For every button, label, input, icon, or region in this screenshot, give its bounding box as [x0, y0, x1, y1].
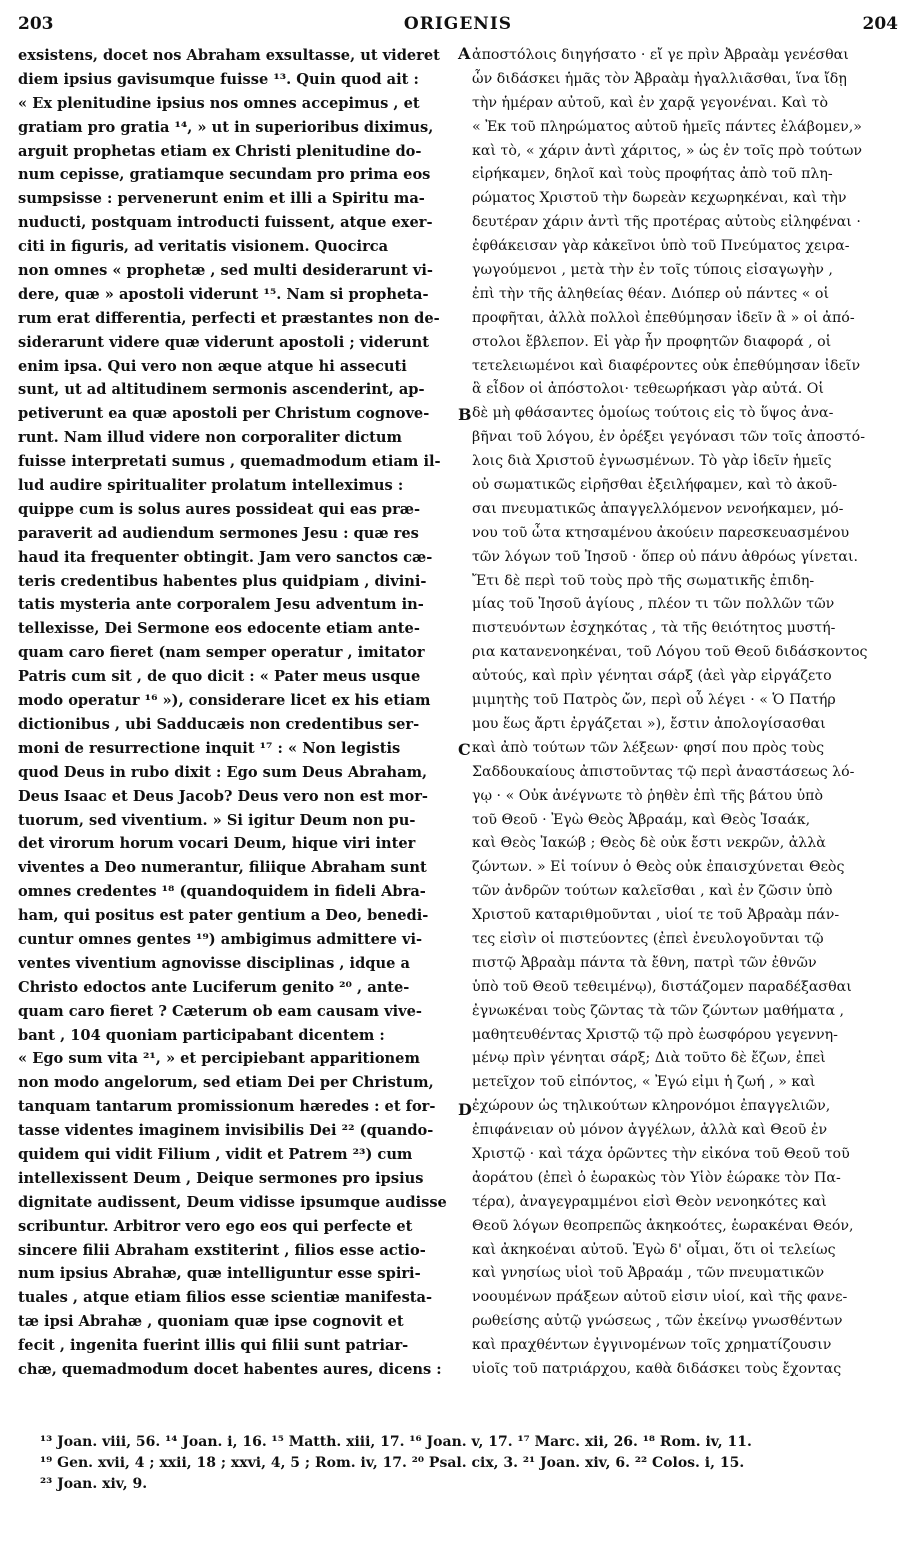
greek-text-line: ἐγνωκέναι τοὺς ζῶντας τὰ τῶν ζώντων μαθήματα ,: [472, 1002, 845, 1019]
latin-text-line: dere, quæ » apostoli viderunt ¹⁵. Nam si propheta-: [18, 285, 429, 303]
latin-text-line: siderarunt videre quæ viderunt apostoli ; viderunt: [18, 333, 429, 351]
greek-text-line: γῳ · « Οὐκ ἀνέγνωτε τὸ ῥηθὲν ἐπὶ τῆς βάτου ὑπὸ: [472, 787, 823, 804]
greek-text-line: ἐφθάκεισαν γὰρ κἀκεῖνοι ὑπὸ τοῦ Πνεύματος χειρα-: [472, 238, 850, 255]
greek-text-line: πιστῷ Ἀβραὰμ πάντα τὰ ἔθνη, πατρὶ τῶν ἐθνῶν: [472, 954, 817, 971]
footnote-line: ¹⁹ Gen. xvii, 4 ; xxii, 18 ; xxvi, 4, 5 ; Rom. iv, 17. ²⁰ Psal. cix, 3. ²¹ Joan. xiv, 6. ²² Colos. i, 15.: [40, 1455, 745, 1471]
greek-text-line: μιμητὴς τοῦ Πατρὸς ὤν, περὶ οὗ λέγει · « Ὁ Πατήρ: [472, 692, 836, 709]
greek-text-line: καὶ γνησίως υἱοὶ τοῦ Ἀβραάμ , τῶν πνευματικῶν: [472, 1265, 825, 1282]
latin-text-line: quidem qui vidit Filium , vidit et Patrem ²³) cum: [18, 1145, 413, 1163]
latin-column: [18, 44, 458, 1426]
greek-column: [472, 44, 902, 1426]
latin-text-line: tæ ipsi Abrahæ , quoniam quæ ipse cognovit et: [18, 1313, 404, 1331]
greek-text-line: Χριστοῦ καταριθμοῦνται , υἱοί τε τοῦ Ἀβραὰμ πάν-: [472, 907, 840, 924]
greek-text-line: βῆναι τοῦ λόγου, ἐν ὀρέξει γεγόνασι τῶν τοῖς ἀποστό-: [472, 429, 866, 446]
greek-text-line: τέρα), ἀναγεγραμμένοι εἰσὶ Θεὸν νενοηκότες καὶ: [472, 1193, 827, 1210]
greek-text-line: στολοι ἔβλεπον. Εἰ γὰρ ἦν προφητῶν διαφορά , οἱ: [472, 333, 832, 350]
latin-text-line: moni de resurrectione inquit ¹⁷ : « Non legistis: [18, 739, 401, 757]
page-header: [18, 14, 898, 40]
greek-text-line: καὶ ἀκηκοέναι αὐτοῦ. Ἐγὼ δ' οἶμαι, ὅτι οἱ τελείως: [472, 1241, 836, 1258]
latin-text-line: arguit prophetas etiam ex Christi plenitudine do-: [18, 142, 422, 160]
latin-text-line: quod Deus in rubo dixit : Ego sum Deus Abraham,: [18, 763, 428, 781]
latin-text-line: rum erat differentia, perfecti et præstantes non de-: [18, 309, 440, 327]
greek-text-line: μετεῖχον τοῦ εἰπόντος, « Ἐγώ εἰμι ἡ ζωή , » καὶ: [472, 1074, 816, 1091]
greek-text-line: καὶ ἀπὸ τούτων τῶν λέξεων· φησί που πρὸς τοὺς: [472, 739, 825, 756]
margin-marker-c: C: [458, 740, 471, 759]
latin-text-line: tuales , atque etiam filios esse scientiæ manifesta-: [18, 1289, 433, 1307]
latin-text-line: lud audire spiritualiter prolatum intelleximus :: [18, 477, 404, 495]
latin-text-line: ventes viventium agnovisse disciplinas , idque a: [18, 954, 410, 972]
greek-text-line: μαθητευθέντας Χριστῷ τῷ πρὸ ἑωσφόρου γεγεννη-: [472, 1026, 838, 1043]
latin-text-line: num cepisse, gratiamque secundam pro prima eos: [18, 166, 431, 184]
greek-text-line: αὐτούς, καὶ πρὶν γένηται σάρξ (ἀεὶ γὰρ εἰργάζετο: [472, 668, 832, 685]
greek-text-line: ὑπὸ τοῦ Θεοῦ τεθειμένῳ), διστάζομεν παραδέξασθαι: [472, 978, 852, 995]
latin-text-line: viventes a Deo numerantur, filiique Abraham sunt: [18, 859, 427, 877]
latin-text-line: tatis mysteria ante corporalem Jesu adventum in-: [18, 596, 424, 614]
greek-text-line: τοῦ Θεοῦ · Ἐγὼ Θεὸς Ἀβραάμ, καὶ Θεὸς Ἰσαάκ,: [472, 811, 811, 828]
latin-text-line: gratiam pro gratia ¹⁴, » ut in superioribus diximus,: [18, 118, 434, 136]
footnote-line: ²³ Joan. xiv, 9.: [40, 1476, 148, 1492]
latin-text-line: nuducti, postquam introducti fuissent, atque exer-: [18, 214, 433, 232]
greek-text-line: καὶ Θεὸς Ἰακώβ ; Θεὸς δὲ οὐκ ἔστι νεκρῶν, ἀλλὰ: [472, 835, 826, 852]
greek-text-line: τες εἰσὶν οἱ πιστεύοντες (ἐπεὶ ἐνευλογοῦνται τῷ: [472, 930, 824, 947]
latin-text-line: citi in figuris, ad veritatis visionem. Quocirca: [18, 238, 389, 256]
latin-text-line: tuorum, sed viventium. » Si igitur Deum non pu-: [18, 811, 416, 829]
greek-text-line: λοις διὰ Χριστοῦ ἐγνωσμένων. Τὸ γὰρ ἰδεῖν ἡμεῖς: [472, 453, 832, 470]
page-number-left: 203: [18, 14, 54, 34]
latin-text-line: Patris cum sit , de quo dicit : « Pater meus usque: [18, 668, 421, 686]
greek-text-line: ρια κατανενοηκέναι, τοῦ Λόγου τοῦ Θεοῦ διδάσκοντος: [472, 644, 868, 661]
latin-text-line: runt. Nam illud videre non corporaliter dictum: [18, 429, 402, 447]
greek-text-line: μίας τοῦ Ἰησοῦ ἁγίους , πλέον τι τῶν πολλῶν τῶν: [472, 596, 835, 613]
greek-text-line: σαι πνευματικῶς ἀπαγγελλόμενον νενοήκαμεν, μό-: [472, 500, 844, 517]
greek-text-line: Χριστῷ · καὶ τάχα ὁρῶντες τὴν εἰκόνα τοῦ Θεοῦ τοῦ: [472, 1145, 850, 1162]
latin-text-line: « Ex plenitudine ipsius nos omnes accepimus , et: [18, 94, 420, 112]
latin-text-line: quippe cum is solus aures possideat qui eas præ-: [18, 500, 421, 518]
latin-text-line: non omnes « prophetæ , sed multi desiderarunt vi-: [18, 262, 433, 280]
latin-text-line: chæ, quemadmodum docet habentes aures, dicens :: [18, 1360, 442, 1378]
latin-text-line: num ipsius Abrahæ, quæ intelliguntur esse spiri-: [18, 1265, 421, 1283]
greek-text-line: τῶν ἀνδρῶν τούτων καλεῖσθαι , καὶ ἐν ζῶσιν ὑπὸ: [472, 883, 833, 900]
latin-text-line: tasse videntes imaginem invisibilis Dei ²² (quando-: [18, 1122, 434, 1140]
latin-text-line: fuisse interpretati sumus , quemadmodum etiam il-: [18, 453, 441, 471]
greek-text-line: Σαδδουκαίους ἀπιστοῦντας τῷ περὶ ἀναστάσεως λό-: [472, 763, 855, 780]
latin-text-line: sumpsisse : pervenerunt enim et illi a Spiritu ma-: [18, 190, 425, 208]
greek-text-line: « Ἐκ τοῦ πληρώματος αὐτοῦ ἡμεῖς πάντες ἐλάβομεν,»: [472, 118, 862, 135]
latin-text-line: « Ego sum vita ²¹, » et percipiebant apparitionem: [18, 1050, 420, 1068]
greek-text-line: εἰρήκαμεν, δηλοῖ καὶ τοὺς προφήτας ἀπὸ τοῦ πλη-: [472, 166, 833, 183]
latin-text-line: tanquam tantarum promissionum hæredes : et for-: [18, 1098, 436, 1116]
greek-text-line: ὧν διδάσκει ἡμᾶς τὸν Ἀβραὰμ ἠγαλλιᾶσθαι, ἵνα ἴδῃ: [472, 70, 847, 87]
greek-text-line: υἱοῖς τοῦ πατριάρχου, καθὰ διδάσκει τοὺς ἔχοντας: [472, 1360, 842, 1377]
greek-text-line: μου ἕως ἄρτι ἐργάζεται »), ἔστιν ἀπολογίσασθαι: [472, 715, 826, 732]
latin-text-line: Christo edoctos ante Luciferum genito ²⁰ , ante-: [18, 978, 410, 996]
latin-text-line: haud ita frequenter obtingit. Jam vero sanctos cæ-: [18, 548, 433, 566]
latin-text-line: sunt, ut ad altitudinem sermonis ascenderint, ap-: [18, 381, 425, 399]
latin-text-line: intellexissent Deum , Deique sermones pro ipsius: [18, 1169, 424, 1187]
greek-text-line: νοουμένων πράξεων αὐτοῦ εἰσιν υἱοί, καὶ τῆς φανε-: [472, 1289, 848, 1306]
greek-text-line: ἐπὶ τὴν τῆς ἀληθείας θέαν. Διόπερ οὐ πάντες « οἱ: [472, 285, 830, 302]
latin-text-line: quam caro fieret ? Cæterum ob eam causam vive-: [18, 1002, 422, 1020]
footnote-line: ¹³ Joan. viii, 56. ¹⁴ Joan. i, 16. ¹⁵ Matth. xiii, 17. ¹⁶ Joan. v, 17. ¹⁷ Marc. xii, 26. ¹⁸ Rom. iv, 11.: [40, 1434, 752, 1450]
latin-text-line: dictionibus , ubi Sadducæis non credentibus ser-: [18, 715, 420, 733]
latin-text-line: exsistens, docet nos Abraham exsultasse, ut videret: [18, 47, 440, 64]
latin-text-line: Deus Isaac et Deus Jacob? Deus vero non est mor-: [18, 787, 428, 805]
greek-text-line: καὶ τὸ, « χάριν ἀντὶ χάριτος, » ὡς ἐν τοῖς πρὸ τούτων: [472, 142, 863, 159]
greek-text-line: Θεοῦ λόγων θεοπρεπῶς ἀκηκοότες, ἑωρακέναι Θεόν,: [472, 1217, 854, 1234]
greek-text-line: τῶν λόγων τοῦ Ἰησοῦ · ὅπερ οὐ πάνυ ἀθρόως γίνεται.: [472, 548, 859, 565]
latin-text-line: det virorum horum vocari Deum, hique viri inter: [18, 835, 416, 853]
greek-text-line: οὐ σωματικῶς εἰρῆσθαι ἐξειλήφαμεν, καὶ τὸ ἀκοῦ-: [472, 477, 838, 494]
page-number-right: 204: [862, 14, 898, 34]
greek-text-line: δὲ μὴ φθάσαντες ὁμοίως τούτοις εἰς τὸ ὕψος ἀνα-: [472, 405, 834, 422]
greek-text-line: προφῆται, ἀλλὰ πολλοὶ ἐπεθύμησαν ἰδεῖν ἃ » οἱ ἀπό-: [472, 309, 855, 326]
greek-text-line: ρωθείσης αὐτῷ γνώσεως , τῶν ἐκείνῳ γνωσθέντων: [472, 1313, 843, 1330]
latin-text-line: modo operatur ¹⁶ »), considerare licet ex his etiam: [18, 692, 431, 710]
margin-marker-a: A: [458, 44, 471, 63]
margin-marker-b: B: [458, 405, 472, 424]
greek-text-line: Ἔτι δὲ περὶ τοῦ τοὺς πρὸ τῆς σωματικῆς ἐπιδη-: [472, 572, 815, 589]
greek-text-line: μένῳ πρὶν γένηται σάρξ; Διὰ τοῦτο δὲ ἔζων, ἐπεὶ: [472, 1050, 826, 1067]
latin-text-line: bant , 104 quoniam participabant dicentem :: [18, 1026, 385, 1044]
latin-text-line: diem ipsius gavisumque fuisse ¹³. Quin quod ait :: [18, 70, 419, 88]
latin-text-line: scribuntur. Arbitror vero ego eos qui perfecte et: [18, 1217, 413, 1235]
margin-marker-d: D: [458, 1100, 472, 1119]
greek-text-line: καὶ πραχθέντων ἐγγινομένων τοῖς χρηματίζουσιν: [472, 1337, 832, 1354]
greek-text-line: ζώντων. » Εἰ τοίνυν ὁ Θεὸς οὐκ ἐπαισχύνεται Θεὸς: [472, 859, 845, 876]
latin-text-line: paraverit ad audiendum sermones Jesu : quæ res: [18, 524, 419, 542]
latin-text-line: teris credentibus habentes plus quidpiam , divini-: [18, 572, 427, 590]
footnotes: [40, 1432, 900, 1495]
greek-text-line: τετελειωμένοι καὶ διαφέροντες οὐκ ἐπεθύμησαν ἰδεῖν: [472, 357, 861, 374]
latin-text-line: ham, qui positus est pater gentium a Deo, benedi-: [18, 907, 429, 925]
greek-text-line: πιστευόντων ἐσχηκότας , τὰ τῆς θειότητος μυστή-: [472, 620, 836, 637]
greek-text-line: ἀποστόλοις διηγήσατο · εἴ γε πρὶν Ἀβραὰμ γενέσθαι: [472, 47, 849, 63]
greek-text-line: ρώματος Χριστοῦ τὴν δωρεὰν κεχωρηκέναι, καὶ τὴν: [472, 190, 847, 207]
latin-text-line: dignitate audissent, Deum vidisse ipsumque audisse: [18, 1193, 447, 1211]
latin-text-line: quam caro fieret (nam semper operatur , imitator: [18, 644, 425, 662]
greek-text-line: τὴν ἡμέραν αὐτοῦ, καὶ ἐν χαρᾷ γεγονέναι. Καὶ τὸ: [472, 94, 828, 111]
greek-text-line: ἐπιφάνειαν οὐ μόνον ἀγγέλων, ἀλλὰ καὶ Θεοῦ ἐν: [472, 1122, 828, 1139]
latin-text-line: sincere filii Abraham exstiterint , filios esse actio-: [18, 1241, 426, 1259]
greek-text-line: ἃ εἶδον οἱ ἀπόστολοι· τεθεωρήκασι γὰρ αὐτά. Οἱ: [472, 381, 824, 398]
greek-text-line: ἀοράτου (ἐπεὶ ὁ ἑωρακὼς τὸν Υἱὸν ἑώρακε τὸν Πα-: [472, 1169, 841, 1186]
latin-text-line: tellexisse, Dei Sermone eos edocente etiam ante-: [18, 620, 420, 638]
latin-text-line: omnes credentes ¹⁸ (quandoquidem in fideli Abra-: [18, 883, 426, 901]
running-title: ORIGENIS: [403, 14, 513, 34]
latin-text-line: petiverunt ea quæ apostoli per Christum cognove-: [18, 405, 430, 423]
latin-text-line: enim ipsa. Qui vero non æque atque hi assecuti: [18, 357, 407, 375]
latin-text-line: non modo angelorum, sed etiam Dei per Christum,: [18, 1074, 434, 1092]
greek-text-line: νου τοῦ ὦτα κτησαμένου ἀκούειν παρεσκευασμένου: [472, 524, 850, 541]
greek-text-line: ἐχώρουν ὡς τηλικούτων κληρονόμοι ἐπαγγελιῶν,: [472, 1098, 831, 1115]
greek-text-line: δευτέραν χάριν ἀντὶ τῆς προτέρας αὐτοὺς εἰληφέναι ·: [472, 214, 861, 231]
greek-text-line: γωγούμενοι , μετὰ τὴν ἐν τοῖς τύποις εἰσαγωγὴν ,: [472, 262, 833, 279]
latin-text-line: fecit , ingenita fuerint illis qui filii sunt patriar-: [18, 1337, 409, 1355]
latin-text-line: cuntur omnes gentes ¹⁹) ambigimus admittere vi-: [18, 930, 423, 948]
